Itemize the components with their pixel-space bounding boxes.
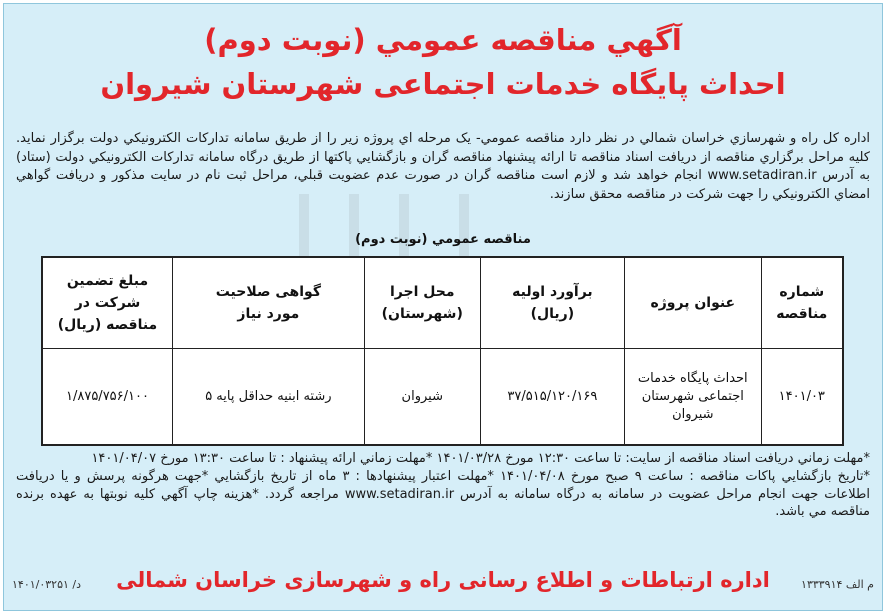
cell-guarantee: ۱/۸۷۵/۷۵۶/۱۰۰ bbox=[42, 349, 172, 446]
header-guarantee: مبلغ تضمين شرکت در مناقصه (ريال) bbox=[42, 257, 172, 349]
note-opening: *تاريخ بازگشايي پاکات مناقصه : ساعت ۹ صبح مورخ ۱۴۰۱/۰۴/۰۸ *مهلت اعتبار پيشنهادها : ۳ ماه از تاريخ بازگشايي *جهت هرگونه bbox=[131, 468, 870, 484]
note-print-cost: آگهي کليه نوبتها به عهده برنده مناقصه مي باشد. bbox=[16, 486, 870, 520]
header-estimate-line2: (ريال) bbox=[530, 306, 575, 322]
notes-url-link[interactable]: www.setadiran.ir bbox=[344, 486, 455, 502]
notes-paragraph bbox=[16, 450, 870, 521]
advertisement-frame bbox=[3, 3, 883, 611]
intro-line-2: برگزار نمايد. کليه مراحل برگزاري مناقصه از دريافت اسناد مناقصه تا ارائه پيشنهاد مناقصه گران و بازگشايي پاکتها از طريق درگاه سامانه تدارکات bbox=[16, 131, 870, 165]
intro-url-link[interactable]: www.setadiran.ir bbox=[707, 168, 817, 184]
note-inquiry-b: مراجعه گردد. *هزينه چاپ bbox=[193, 486, 339, 502]
table-header-row bbox=[42, 257, 843, 349]
header-number: شماره مناقصه bbox=[761, 257, 843, 349]
header-location bbox=[364, 257, 480, 349]
tender-table bbox=[41, 256, 844, 446]
header-estimate-line1: برآورد اوليه bbox=[512, 284, 593, 300]
table-row bbox=[42, 349, 843, 446]
header-estimate bbox=[480, 257, 624, 349]
cell-estimate: ۳۷/۵۱۵/۱۲۰/۱۶۹ bbox=[480, 349, 624, 446]
note-deadline-date: ۱۴۰۱/۰۴/۰۷ bbox=[91, 451, 157, 466]
header-qualification-line1: گواهی صلاحيت bbox=[215, 284, 321, 300]
header-project: عنوان پروژه bbox=[625, 257, 762, 349]
intro-line-1: اداره کل راه و شهرسازي خراسان شمالي در نظر دارد مناقصه عمومي- يک مرحله اي پروژه زير را از طريق سامانه تدارکات الکترونيکي دولت bbox=[89, 131, 870, 146]
table-title: مناقصه عمومي (نوبت دوم) bbox=[355, 232, 531, 247]
note-deadlines: *مهلت زماني دريافت اسناد مناقصه از سايت: تا ساعت ۱۲:۳۰ مورخ ۱۴۰۱/۰۳/۲۸ *مهلت زماني ارائه پيشنهاد : تا ساعت ۱۳:۳۰ مورخ bbox=[160, 451, 870, 466]
intro-line-4: در سايت مذکور و دريافت گواهي امضاي الکترونيکي را جهت شرکت در مناقصه محقق سازند. bbox=[16, 168, 870, 202]
header-location-line1: محل اجرا bbox=[389, 284, 455, 300]
ad-reference: ۱۴۰۱/۰۳۲۵۱ /د bbox=[12, 578, 81, 591]
cell-location: شيروان bbox=[364, 349, 480, 446]
intro-line-3b: انجام خواهد شد و لازم است مناقصه گران در صورت عدم عضويت قبلي، مراحل ثبت نام bbox=[205, 168, 702, 184]
header-qualification bbox=[172, 257, 364, 349]
ad-code: م الف ۱۳۳۳۹۱۴ bbox=[801, 578, 874, 591]
header-location-line2: (شهرستان) bbox=[381, 306, 463, 322]
header-qualification-line2: مورد نياز bbox=[237, 306, 300, 322]
cell-project: احداث پايگاه خدمات اجتماعی شهرستان شيروان bbox=[625, 349, 762, 446]
note-inquiry-a: پرسش و يا دريافت اطلاعات جهت انجام مراحل عضويت در سامانه به درگاه سامانه به آدرس bbox=[16, 468, 870, 502]
cell-qualification: رشته ابنيه حداقل پايه ۵ bbox=[172, 349, 364, 446]
page-title: آگهي مناقصه عمومي (نوبت دوم) bbox=[204, 23, 682, 57]
intro-line-3a: الکترونيکي دولت (ستاد) به آدرس bbox=[16, 149, 870, 184]
cell-number: ۱۴۰۱/۰۳ bbox=[761, 349, 843, 446]
page-subtitle: احداث پايگاه خدمات اجتماعی شهرستان شيروان bbox=[100, 67, 786, 101]
footer-title: اداره ارتباطات و اطلاع رسانی راه و شهرسازی خراسان شمالی bbox=[116, 568, 770, 592]
intro-paragraph bbox=[16, 130, 870, 204]
